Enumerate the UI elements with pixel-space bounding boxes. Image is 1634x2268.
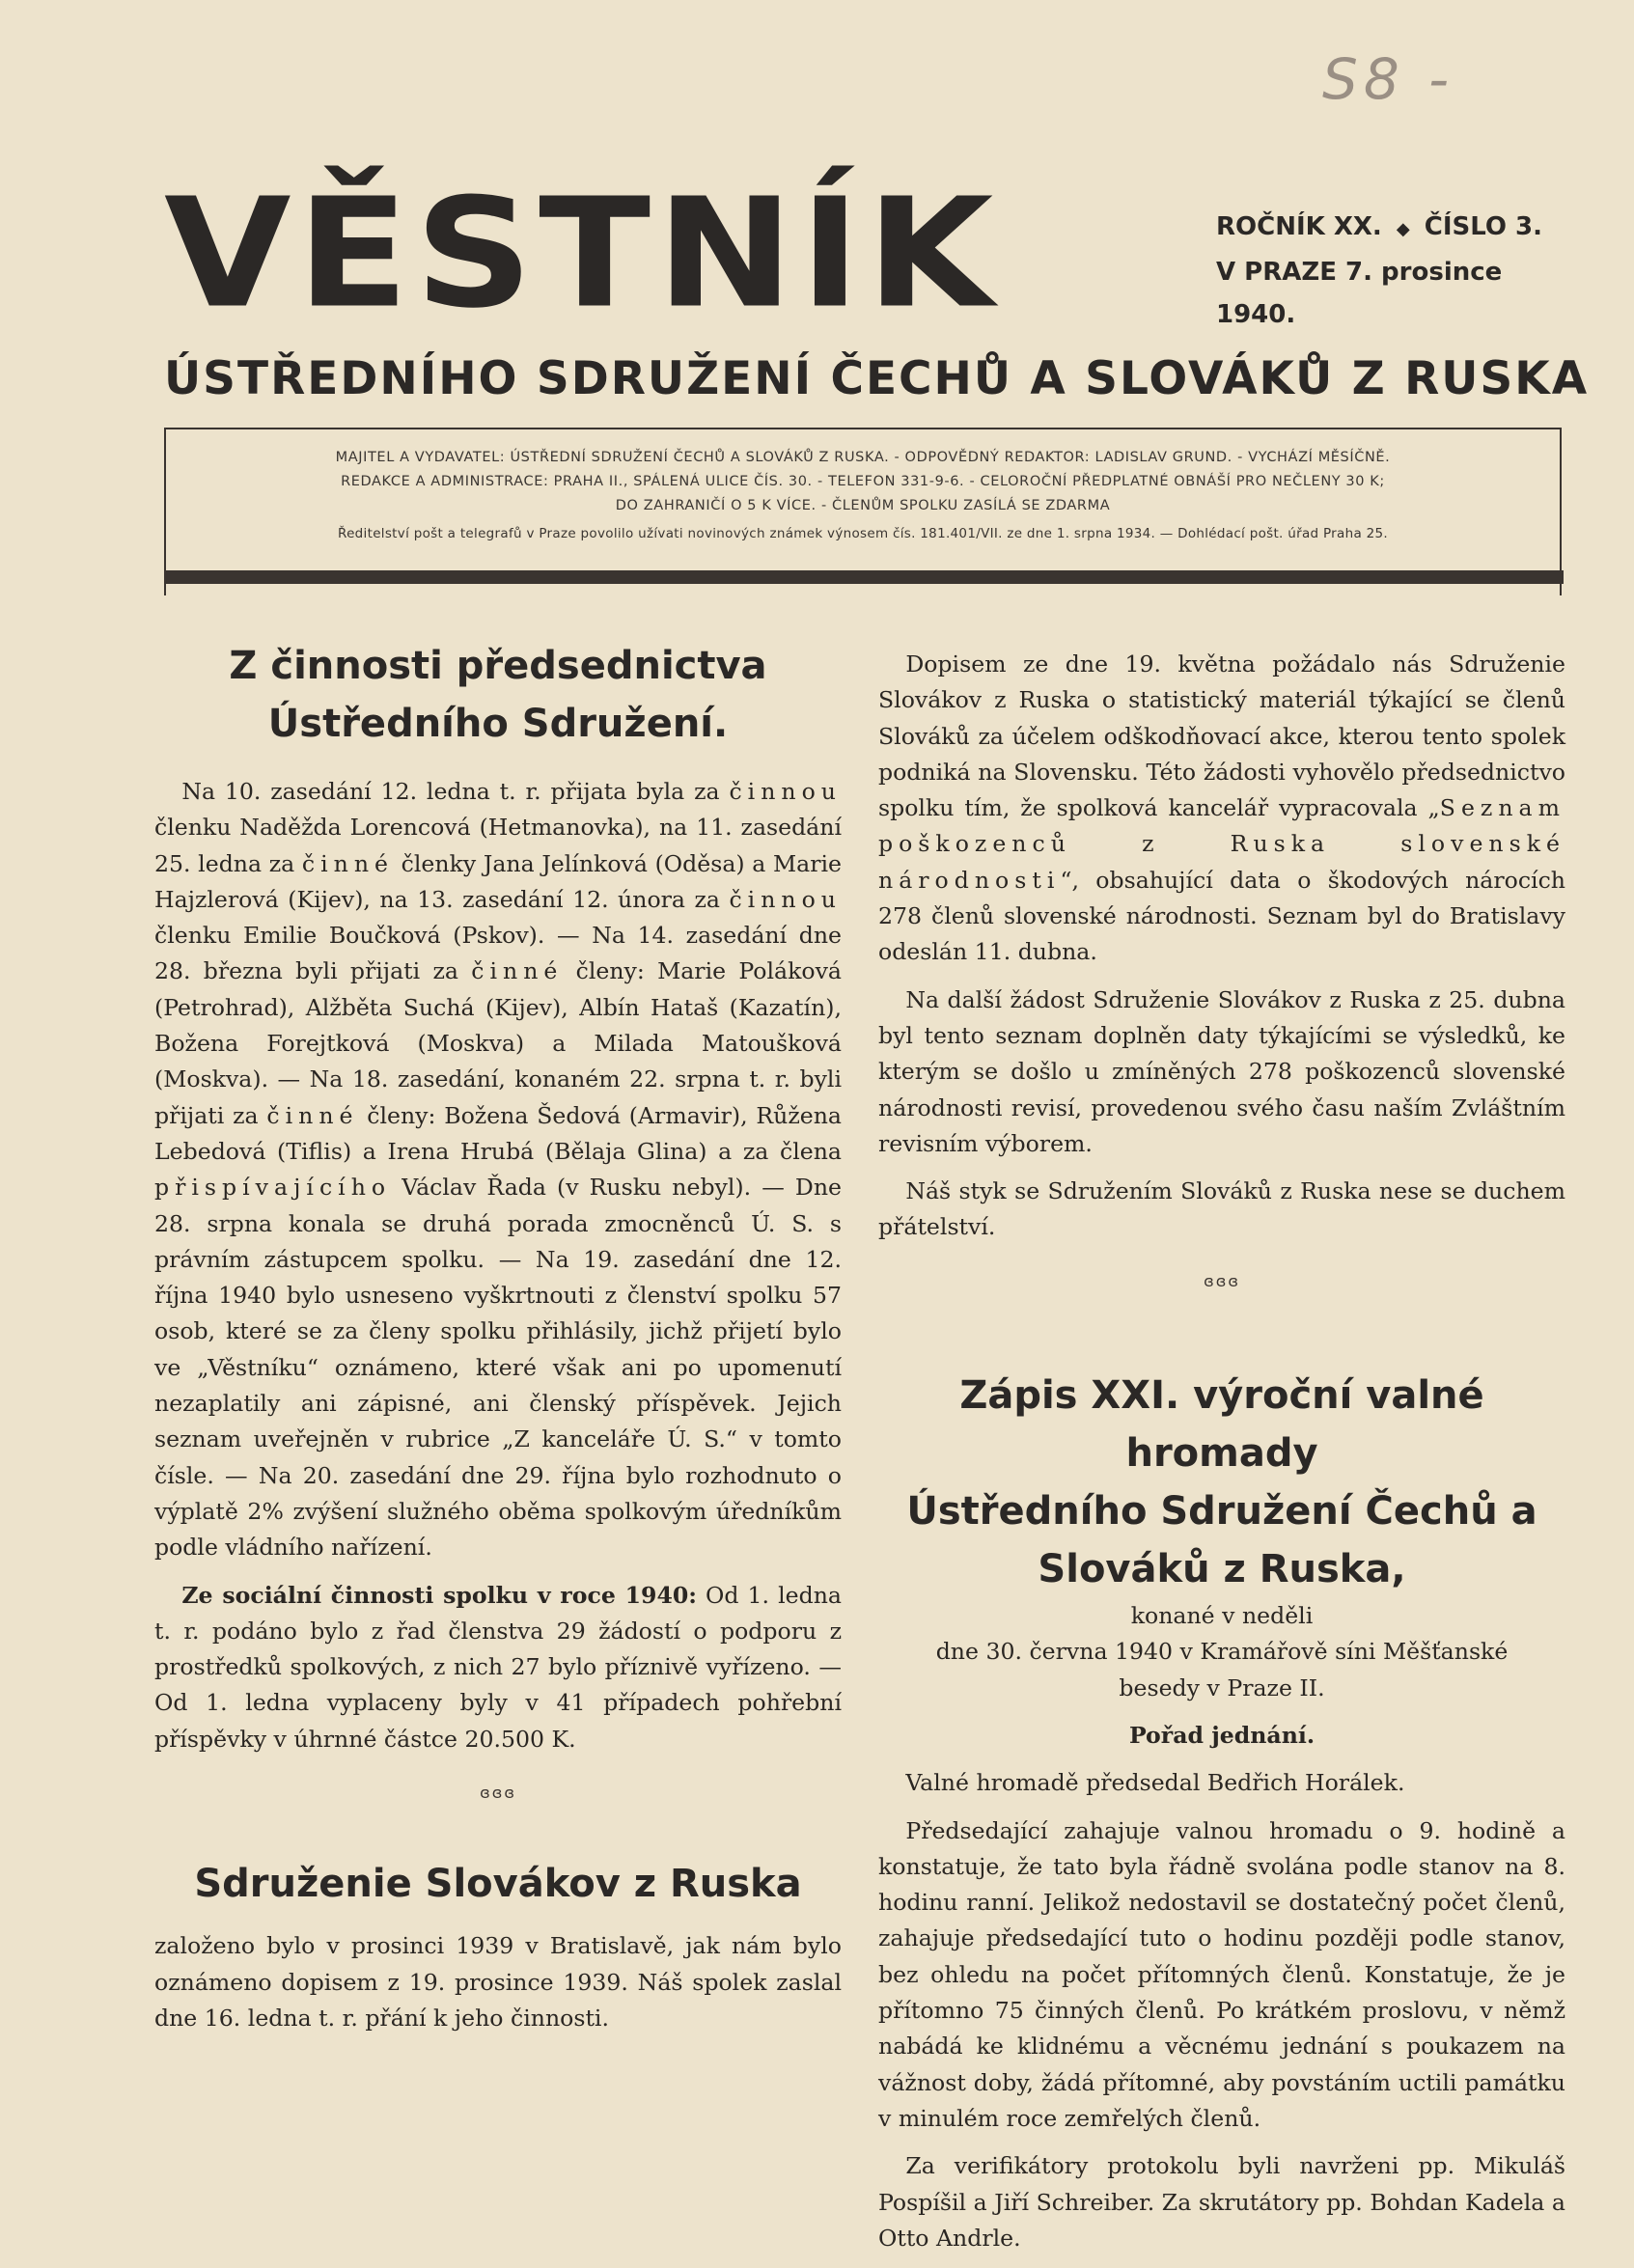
ornament-divider: ɞɞɞ xyxy=(1204,1271,1240,1290)
pencil-annotation: S8 - xyxy=(1322,46,1455,112)
article-paragraph: založeno bylo v prosinci 1939 v Bratislavě, jak nám bylo oznámeno dopisem z 19. prosince 1939. Náš spolek zaslal dne 16. ledna t. r. přání k jeho činnosti. xyxy=(154,1932,842,2032)
article-paragraph: Valné hromadě předsedal Bedřich Horálek. xyxy=(905,1769,1405,1797)
article-paragraph: Na 10. zasedání 12. ledna t. r. přijata byla za činnou členku Naděžda Lorencová (Hetmanovka), na 11. zasedání 25. ledna za činné členky Jana Jelínková (Oděsa) a Marie Hajzlerová (Kijev), na 13. zasedání 12. února za činnou členku Emilie Boučková (Pskov). — Na 14. zasedání dne 28. března byli přijati za činné členy: Marie Poláková (Petrohrad), Alžběta Suchá (Kijev), Albín Hataš (Kazatín), Božena Forejtková (Moskva) a Milada Matoušková (Moskva). — Na 18. zasedání, konaném 22. srpna t. r. byli přijati za činné členy: Božena Šedová (Armavir), Růžena Lebedová (Tiflis) a Irena Hrubá (Bělaja Glina) a za člena přispívajícího Václav Řada (v Rusku nebyl). — Dne 28. srpna konala se druhá porada zmocněnců Ú. S. s právním zástupcem spolku. — Na 19. zasedání dne 12. října 1940 bylo usneseno vyškrtnouti z členství spolku 57 osob, které se za členy spolku přihlásily, jichž přijetí bylo ve „Věstníku“ oznámeno, které však ani po upomenutí nezaplatily ani zápisné, ani členský příspěvek. Jejich seznam uveřejněn v rubrice „Z kanceláře Ú. S.“ v tomto čísle. — Na 20. zasedání dne 29. října bylo rozhodnuto o výplatě 2% zvýšení služného oběma spolkovým úředníkům podle vládního nařízení. xyxy=(154,778,842,1562)
imprint-line: Ředitelství pošt a telegrafů v Praze povolilo užívati novinových známek výnosem čís. 181.401/VII. ze dne 1. srpna 1934. — Dohlédací pošt. úřad Praha 25. xyxy=(338,526,1388,541)
article-title xyxy=(878,1367,1565,1598)
imprint-line: REDAKCE A ADMINISTRACE: PRAHA II., SPÁLENÁ ULICE ČÍS. 30. - TELEFON 331-9-6. - CELOROČNÍ PŘEDPLATNÉ OBNÁŠÍ PRO NEČLENY 30 K; xyxy=(341,474,1385,489)
article-title-line: Ústředního Sdružení Čechů a xyxy=(906,1489,1537,1535)
article-title-line: Z činnosti předsednictva xyxy=(229,644,767,688)
place-date: V PRAZE 7. prosince 1940. xyxy=(1216,258,1503,329)
article-title-line: Zápis XXI. výroční valné hromady xyxy=(959,1373,1484,1477)
article-paragraph: Na další žádost Sdruženie Slovákov z Ruska z 25. dubna byl tento seznam doplněn daty týkajícími se výsledků, ke kterým se došlo u zmíněných 278 poškozenců slovenské národnosti revisí, provedenou svého času naším Zvláštním revisním výborem. xyxy=(878,985,1565,1157)
agenda-heading: Pořad jednání. xyxy=(1128,1721,1316,1749)
masthead xyxy=(164,166,1590,603)
masthead-title: VĚSTNÍK xyxy=(164,166,1000,343)
issue-info xyxy=(1216,206,1564,336)
article-subtitle: konané v neděli xyxy=(1130,1602,1314,1630)
issue-number: ČÍSLO 3. xyxy=(1424,212,1543,241)
article-paragraph: Náš styk se Sdružením Slováků z Ruska nese se duchem přátelství. xyxy=(878,1177,1565,1241)
volume-issue-line xyxy=(1216,206,1564,251)
article-paragraph: Předsedající zahajuje valnou hromadu o 9. hodině a konstatuje, že tato byla řádně svolána podle stanov na 8. hodinu ranní. Jelikož nedostavil se dostatečný počet členů, zahajuje předsedající tuto o hodinu později podle stanov, bez ohledu na počet přítomných členů. Konstatuje, že je přítomno 75 činných členů. Po krátkém proslovu, v němž nabádá ke klidnému a věcnému jednání s poukazem na vážnost doby, žádá přítomné, aby povstáním uctili památku v minulém roce zemřelých členů. xyxy=(878,1816,1565,2132)
imprint-line: DO ZAHRANIČÍ O 5 K VÍCE. - ČLENŮM SPOLKU ZASÍLÁ SE ZDARMA xyxy=(615,498,1111,513)
article-title-line: Ústředního Sdružení. xyxy=(267,702,729,746)
masthead-subtitle: ÚSTŘEDNÍHO SDRUŽENÍ ČECHŮ A SLOVÁKŮ Z RUSKA xyxy=(164,352,1590,405)
volume: ROČNÍK XX. xyxy=(1216,212,1382,241)
article-subtitle: dne 30. června 1940 v Kramářově síni Měšťanské besedy v Praze II. xyxy=(935,1638,1509,1701)
right-column xyxy=(878,647,1565,2268)
article-title xyxy=(154,637,842,753)
article-paragraph: Dopisem ze dne 19. května požádalo nás Sdruženie Slovákov z Ruska o statistický materiál týkající se členů Slováků za účelem odškodňovací akce, kterou tento spolek podniká na Slovensku. Této žádosti vyhovělo předsednictvo spolku tím, že spolková kancelář vypracovala „Seznam poškozenců z Ruska slovenské národnosti“, obsahující data o škodových nárocích 278 členů slovenské národnosti. Seznam byl do Bratislavy odeslán 11. dubna. xyxy=(878,650,1565,966)
ornament-divider: ɞɞɞ xyxy=(480,1784,516,1803)
left-column xyxy=(154,637,842,2048)
article-title-line: Slováků z Ruska, xyxy=(1038,1547,1406,1592)
article-title: Sdruženie Slovákov z Ruska xyxy=(194,1862,802,1907)
imprint-line: MAJITEL A VYDAVATEL: ÚSTŘEDNÍ SDRUŽENÍ ČECHŮ A SLOVÁKŮ Z RUSKA. - ODPOVĚDNÝ REDAKTOR: LADISLAV GRUND. - VYCHÁZÍ MĚSÍČNĚ. xyxy=(335,450,1391,465)
masthead-rule xyxy=(164,570,1564,584)
article-paragraph: Ze sociální činnosti spolku v roce 1940: Od 1. ledna t. r. podáno bylo z řad členstva 29 žádostí o podporu z prostředků spolkových, z nich 27 bylo příznivě vyřízeno. — Od 1. ledna vyplaceny byly v 41 případech pohřební příspěvky v úhrnné částce 20.500 K. xyxy=(154,1581,842,1753)
article-paragraph: Za verifikátory protokolu byli navrženi pp. Mikuláš Pospíšil a Jiří Schreiber. Za skrutátory pp. Bohdan Kadela a Otto Andrle. xyxy=(878,2152,1565,2252)
diamond-icon: ◆ xyxy=(1396,219,1410,239)
